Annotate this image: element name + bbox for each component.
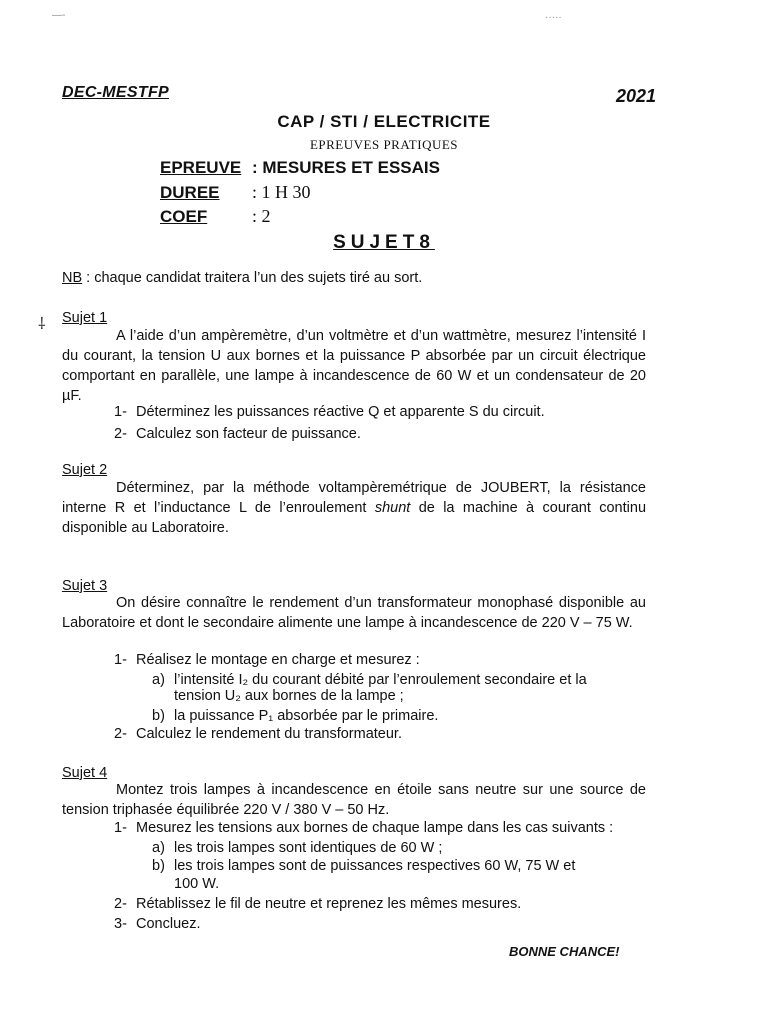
- exam-title: CAP / STI / ELECTRICITE: [277, 112, 491, 131]
- sujet4-heading: Sujet 4: [62, 765, 108, 781]
- nb-note: [62, 270, 422, 286]
- subitem-text: les trois lampes sont identiques de 60 W ;: [174, 840, 443, 856]
- coef-value: : 2: [252, 206, 271, 226]
- sujet4-item-3: [114, 914, 200, 934]
- header-organization: DEC-MESTFP: [62, 84, 169, 101]
- item-number: 1-: [114, 652, 127, 668]
- item-number: 2-: [114, 426, 127, 442]
- item-text: Calculez le rendement du transformateur.: [136, 726, 402, 742]
- sujet3-subitem-b: [152, 706, 438, 726]
- scan-mark: ·····: [545, 12, 562, 23]
- sujet4-subitem-b-cont: [174, 874, 219, 894]
- sujet3-subitem-a-cont: [174, 686, 404, 706]
- coef-label: COEF: [160, 207, 208, 226]
- header-year: 2021: [616, 86, 657, 106]
- sujet2-text-emphasis: shunt: [374, 500, 411, 516]
- scan-mark: —-: [52, 10, 66, 21]
- info-duree: [160, 182, 311, 203]
- epreuve-label: EPREUVE: [160, 158, 242, 177]
- subitem-text: les trois lampes sont de puissances respectives 60 W, 75 W et: [174, 858, 576, 874]
- sujet-number-title: SUJET8: [333, 232, 435, 253]
- sujet2-paragraph: [62, 478, 646, 538]
- item-number: 2-: [114, 726, 127, 742]
- sujet4-subitem-b: [152, 856, 575, 876]
- item-text: Calculez son facteur de puissance.: [136, 426, 361, 442]
- sujet4-text: Montez trois lampes à incandescence en étoile sans neutre sur une source de tension triphasée équilibrée 220 V / 380 V – 50 Hz.: [62, 782, 646, 818]
- sujet1-item-2: [114, 424, 361, 444]
- sujet3-heading: Sujet 3: [62, 578, 108, 594]
- item-text: Mesurez les tensions aux bornes de chaque lampe dans les cas suivants :: [136, 820, 614, 836]
- duree-value: : 1 H 30: [252, 182, 311, 202]
- info-epreuve: [160, 158, 440, 178]
- sujet1-paragraph: [62, 326, 646, 406]
- item-text: Rétablissez le fil de neutre et reprenez les mêmes mesures.: [136, 896, 522, 912]
- sujet2-heading: Sujet 2: [62, 462, 108, 478]
- nb-text: : chaque candidat traitera l’un des sujets tiré au sort.: [82, 270, 423, 286]
- subitem-text: 100 W.: [174, 876, 220, 892]
- sujet4-item-1: [114, 818, 613, 838]
- sujet1-item-1: [114, 402, 545, 422]
- exam-subtitle: EPREUVES PRATIQUES: [309, 137, 459, 152]
- subitem-text: la puissance P₁ absorbée par le primaire.: [174, 708, 439, 724]
- sujet4-item-2: [114, 894, 521, 914]
- duree-label: DUREE: [160, 183, 220, 202]
- item-text: Déterminez les puissances réactive Q et apparente S du circuit.: [136, 404, 545, 420]
- sujet2-text-a: Déterminez, par la méthode voltampèremétrique de JOUBERT, la résistance interne R et l’inductance L de l’enroulement: [62, 480, 646, 516]
- info-coef: [160, 206, 271, 227]
- closing-message: BONNE CHANCE!: [509, 944, 620, 959]
- epreuve-value: : MESURES ET ESSAIS: [252, 158, 440, 177]
- sujet2-text-b: de la machine à courant continu disponible au Laboratoire.: [62, 500, 647, 536]
- subitem-letter: a): [152, 840, 165, 856]
- item-number: 1-: [114, 820, 127, 836]
- sujet3-item-1: [114, 650, 420, 670]
- nb-label: NB: [62, 270, 83, 286]
- sujet1-text: A l’aide d’un ampèremètre, d’un voltmètre et d’un wattmètre, mesurez l’intensité I du courant, la tension U aux bornes et la puissance P absorbée par un circuit électrique comportant en parallèle, une lampe à incandescence de 60 W et un condensateur de 20 µF.: [62, 328, 646, 404]
- item-number: 2-: [114, 896, 127, 912]
- subitem-text: l’intensité I₂ du courant débité par l’enroulement secondaire et la: [174, 672, 587, 688]
- sujet3-text: On désire connaître le rendement d’un transformateur monophasé disponible au Laboratoire et dont le secondaire alimente une lampe à incandescence de 220 V – 75 W.: [62, 595, 646, 631]
- item-number: 1-: [114, 404, 127, 420]
- item-text: Concluez.: [136, 916, 201, 932]
- handwritten-tick-icon: ⸸: [38, 316, 46, 333]
- sujet3-item-2: [114, 724, 402, 744]
- sujet3-paragraph: [62, 593, 646, 633]
- subitem-letter: a): [152, 672, 165, 688]
- subitem-text: tension U₂ aux bornes de la lampe ;: [174, 688, 404, 704]
- subitem-letter: b): [152, 858, 165, 874]
- sujet1-heading: Sujet 1: [62, 310, 108, 326]
- item-text: Réalisez le montage en charge et mesurez :: [136, 652, 420, 668]
- item-number: 3-: [114, 916, 127, 932]
- subitem-letter: b): [152, 708, 165, 724]
- sujet4-paragraph: [62, 780, 646, 820]
- sujet4-subitem-a: [152, 838, 442, 858]
